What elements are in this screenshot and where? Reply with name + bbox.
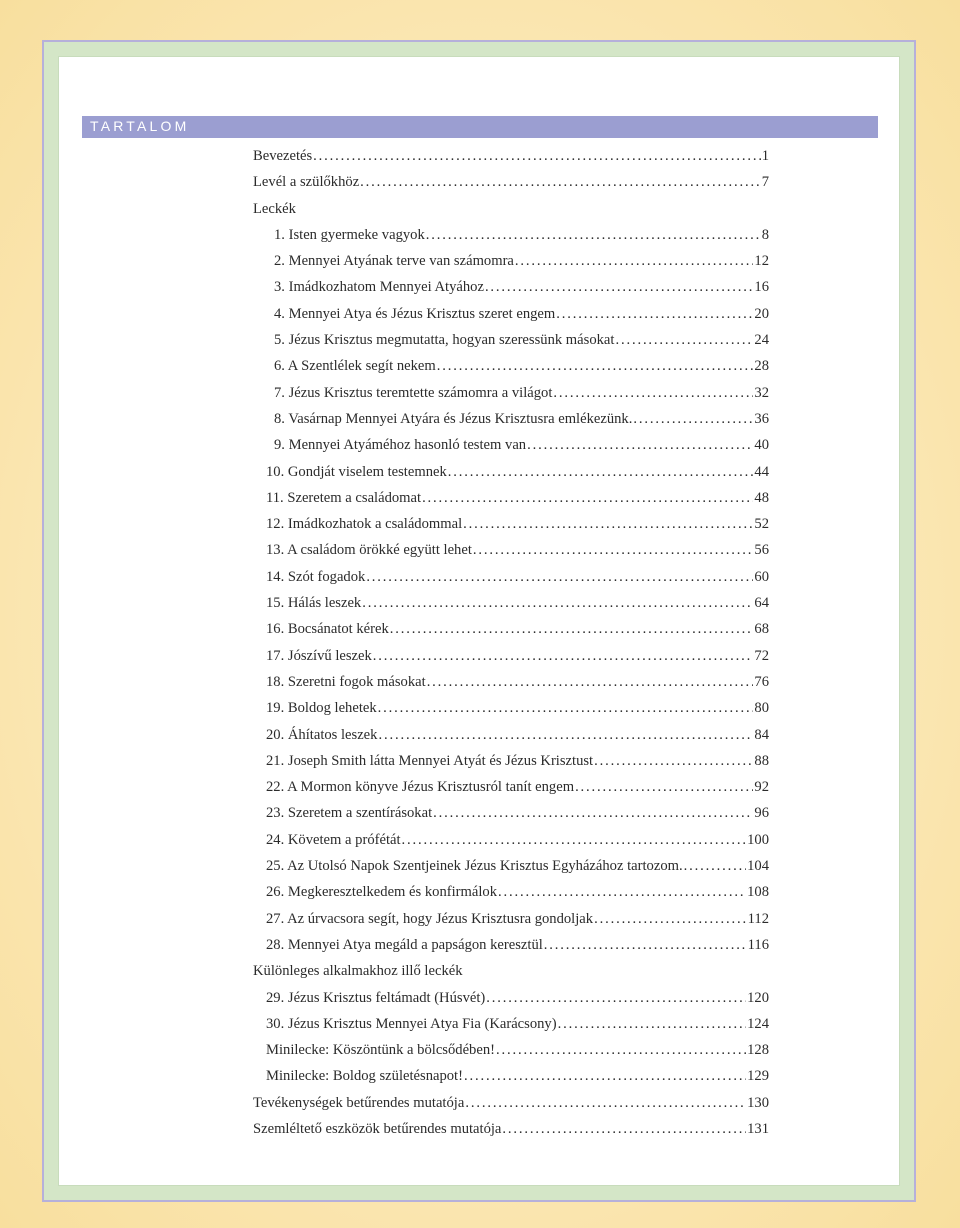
toc-entry-title: 4. Mennyei Atya és Jézus Krisztus szeret engem xyxy=(274,305,556,322)
toc-entry-title: 18. Szeretni fogok másokat xyxy=(266,673,426,690)
toc-entry-title: 1. Isten gyermeke vagyok xyxy=(274,226,425,243)
dot-leader xyxy=(496,1042,746,1059)
toc-entry-title: Minilecke: Köszöntünk a bölcsődében! xyxy=(266,1042,495,1059)
toc-page-number: 100 xyxy=(747,831,769,848)
dot-leader xyxy=(485,279,753,296)
toc-page-number: 124 xyxy=(747,1015,769,1032)
toc-entry-title: Tevékenységek betűrendes mutatója xyxy=(253,1094,465,1111)
toc-page-number: 32 xyxy=(754,384,769,401)
toc-page-number: 129 xyxy=(747,1068,769,1085)
toc-page-number: 20 xyxy=(754,305,769,322)
toc-entry-title: 22. A Mormon könyve Jézus Krisztusról tanít engem xyxy=(266,779,575,796)
dot-leader xyxy=(594,753,753,770)
dot-leader xyxy=(360,174,761,191)
dot-leader xyxy=(402,832,747,849)
toc-entry xyxy=(253,1095,769,1121)
dot-leader xyxy=(366,569,753,586)
toc-entry-title: 16. Bocsánatot kérek xyxy=(266,621,389,638)
contents-header-bar xyxy=(82,116,878,138)
toc-entry xyxy=(253,569,769,595)
toc-page-number: 68 xyxy=(754,621,769,638)
toc-page-number: 130 xyxy=(747,1094,769,1111)
toc-entry-title: 25. Az Utolsó Napok Szentjeinek Jézus Krisztus Egyházához tartozom. xyxy=(266,858,683,875)
toc-entry xyxy=(253,437,769,463)
dot-leader xyxy=(615,332,753,349)
dot-leader xyxy=(378,700,754,717)
toc-page-number: 24 xyxy=(754,332,769,349)
toc-entry-title: 20. Áhítatos leszek xyxy=(266,726,378,743)
toc-page-number: 28 xyxy=(754,358,769,375)
toc-entry xyxy=(253,937,769,963)
toc-entry-title: Minilecke: Boldog születésnapot! xyxy=(266,1068,463,1085)
dot-leader xyxy=(502,1121,746,1138)
toc-entry-title: 28. Mennyei Atya megáld a papságon keresztül xyxy=(266,936,543,953)
toc-page-number: 56 xyxy=(754,542,769,559)
toc-entry xyxy=(253,542,769,568)
toc-entry-title: Különleges alkalmakhoz illő leckék xyxy=(253,963,463,980)
toc-entry-title: Levél a szülőkhöz xyxy=(253,174,360,191)
toc-entry xyxy=(253,884,769,910)
toc-entry-title: 27. Az úrvacsora segít, hogy Jézus Krisztusra gondoljak xyxy=(266,910,594,927)
toc-page-number: 108 xyxy=(747,884,769,901)
dot-leader xyxy=(684,858,746,875)
dot-leader xyxy=(575,779,753,796)
dot-leader xyxy=(515,253,754,270)
toc-entry xyxy=(253,1042,769,1068)
toc-entry xyxy=(253,227,769,253)
contents-title: TARTALOM xyxy=(90,118,190,134)
toc-entry xyxy=(253,464,769,490)
toc-entry xyxy=(253,700,769,726)
dot-leader xyxy=(437,358,754,375)
toc-entry-title: 21. Joseph Smith látta Mennyei Atyát és Jézus Krisztust xyxy=(266,752,594,769)
toc-entry-title: 30. Jézus Krisztus Mennyei Atya Fia (Karácsony) xyxy=(266,1015,557,1032)
dot-leader xyxy=(448,464,754,481)
toc-page-number: 44 xyxy=(754,463,769,480)
dot-leader xyxy=(527,437,753,454)
toc-entry xyxy=(253,358,769,384)
toc-entry-title: 15. Hálás leszek xyxy=(266,595,362,612)
toc-entry xyxy=(253,174,769,200)
toc-entry-title: 10. Gondját viselem testemnek xyxy=(266,463,447,480)
toc-entry xyxy=(253,1016,769,1042)
dot-leader xyxy=(558,1016,747,1033)
toc-page-number: 131 xyxy=(747,1120,769,1137)
toc-page-number: 80 xyxy=(754,700,769,717)
dot-leader xyxy=(433,805,753,822)
table-of-contents xyxy=(253,148,769,1147)
toc-page-number: 60 xyxy=(754,568,769,585)
toc-entry-title: Leckék xyxy=(253,200,296,217)
toc-entry-title: 13. A családom örökké együtt lehet xyxy=(266,542,472,559)
toc-entry-title: 9. Mennyei Atyáméhoz hasonló testem van xyxy=(274,437,527,454)
toc-entry-title: 2. Mennyei Atyának terve van számomra xyxy=(274,253,514,270)
dot-leader xyxy=(422,490,753,507)
dot-leader xyxy=(373,648,754,665)
dot-leader xyxy=(465,1095,746,1112)
toc-entry xyxy=(253,595,769,621)
dot-leader xyxy=(378,727,753,744)
toc-page-number: 52 xyxy=(754,516,769,533)
toc-page-number: 104 xyxy=(747,858,769,875)
toc-entry-title: 19. Boldog lehetek xyxy=(266,700,377,717)
dot-leader xyxy=(594,911,747,928)
toc-page-number: 12 xyxy=(754,253,769,270)
toc-entry xyxy=(253,279,769,305)
toc-entry-title: 7. Jézus Krisztus teremtette számomra a világot xyxy=(274,384,553,401)
toc-page-number: 120 xyxy=(747,989,769,1006)
dot-leader xyxy=(544,937,747,954)
dot-leader xyxy=(556,306,753,323)
dot-leader xyxy=(473,542,754,559)
toc-entry-title: 12. Imádkozhatok a családommal xyxy=(266,516,463,533)
toc-entry xyxy=(253,674,769,700)
toc-page-number: 112 xyxy=(747,910,769,927)
toc-entry xyxy=(253,990,769,1016)
toc-entry xyxy=(253,779,769,805)
toc-entry xyxy=(253,385,769,411)
toc-entry-title: 24. Követem a prófétát xyxy=(266,831,401,848)
dot-leader xyxy=(498,884,746,901)
toc-entry xyxy=(253,411,769,437)
toc-entry xyxy=(253,490,769,516)
toc-page-number: 64 xyxy=(754,595,769,612)
toc-page-number: 7 xyxy=(761,174,769,191)
toc-entry-title: 5. Jézus Krisztus megmutatta, hogyan szeressünk másokat xyxy=(274,332,615,349)
toc-entry xyxy=(253,621,769,647)
toc-entry xyxy=(253,805,769,831)
dot-leader xyxy=(633,411,753,428)
toc-entry xyxy=(253,332,769,358)
toc-entry xyxy=(253,911,769,937)
toc-page-number: 84 xyxy=(754,726,769,743)
toc-entry xyxy=(253,832,769,858)
toc-page-number: 40 xyxy=(754,437,769,454)
toc-entry xyxy=(253,1068,769,1094)
toc-page-number: 76 xyxy=(754,673,769,690)
toc-page-number: 1 xyxy=(761,148,769,164)
toc-page-number: 16 xyxy=(754,279,769,296)
dot-leader xyxy=(463,516,753,533)
dot-leader xyxy=(426,227,761,244)
toc-entry xyxy=(253,727,769,753)
toc-page-number: 116 xyxy=(747,936,769,953)
dot-leader xyxy=(362,595,753,612)
toc-section-heading xyxy=(253,201,769,227)
dot-leader xyxy=(390,621,754,638)
toc-entry xyxy=(253,516,769,542)
toc-entry xyxy=(253,253,769,279)
toc-page-number: 92 xyxy=(754,779,769,796)
toc-section-heading xyxy=(253,963,769,989)
toc-entry-title: 14. Szót fogadok xyxy=(266,568,366,585)
toc-page-number: 48 xyxy=(754,489,769,506)
toc-entry xyxy=(253,148,769,174)
toc-entry-title: 6. A Szentlélek segít nekem xyxy=(274,358,436,375)
toc-entry-title: 3. Imádkozhatom Mennyei Atyához xyxy=(274,279,484,296)
toc-page-number: 8 xyxy=(761,226,769,243)
toc-entry xyxy=(253,753,769,779)
toc-page-number: 72 xyxy=(754,647,769,664)
dot-leader xyxy=(486,990,746,1007)
toc-page-number: 128 xyxy=(747,1042,769,1059)
toc-entry xyxy=(253,306,769,332)
toc-entry-title: 23. Szeretem a szentírásokat xyxy=(266,805,433,822)
toc-page-number: 88 xyxy=(754,752,769,769)
toc-page-number: 96 xyxy=(754,805,769,822)
toc-entry-title: Szemléltető eszközök betűrendes mutatója xyxy=(253,1120,502,1137)
dot-leader xyxy=(427,674,754,691)
toc-entry-title: Bevezetés xyxy=(253,148,313,164)
dot-leader xyxy=(464,1068,746,1085)
dot-leader xyxy=(553,385,753,402)
toc-entry xyxy=(253,1121,769,1147)
toc-entry-title: 26. Megkeresztelkedem és konfirmálok xyxy=(266,884,497,901)
toc-entry-title: 11. Szeretem a családomat xyxy=(266,489,422,506)
toc-entry-title: 8. Vasárnap Mennyei Atyára és Jézus Krisztusra emlékezünk. xyxy=(274,410,633,427)
toc-page-number: 36 xyxy=(754,410,769,427)
toc-entry xyxy=(253,648,769,674)
toc-entry-title: 29. Jézus Krisztus feltámadt (Húsvét) xyxy=(266,989,486,1006)
toc-entry-title: 17. Jószívű leszek xyxy=(266,647,372,664)
dot-leader xyxy=(313,148,761,165)
toc-entry xyxy=(253,858,769,884)
